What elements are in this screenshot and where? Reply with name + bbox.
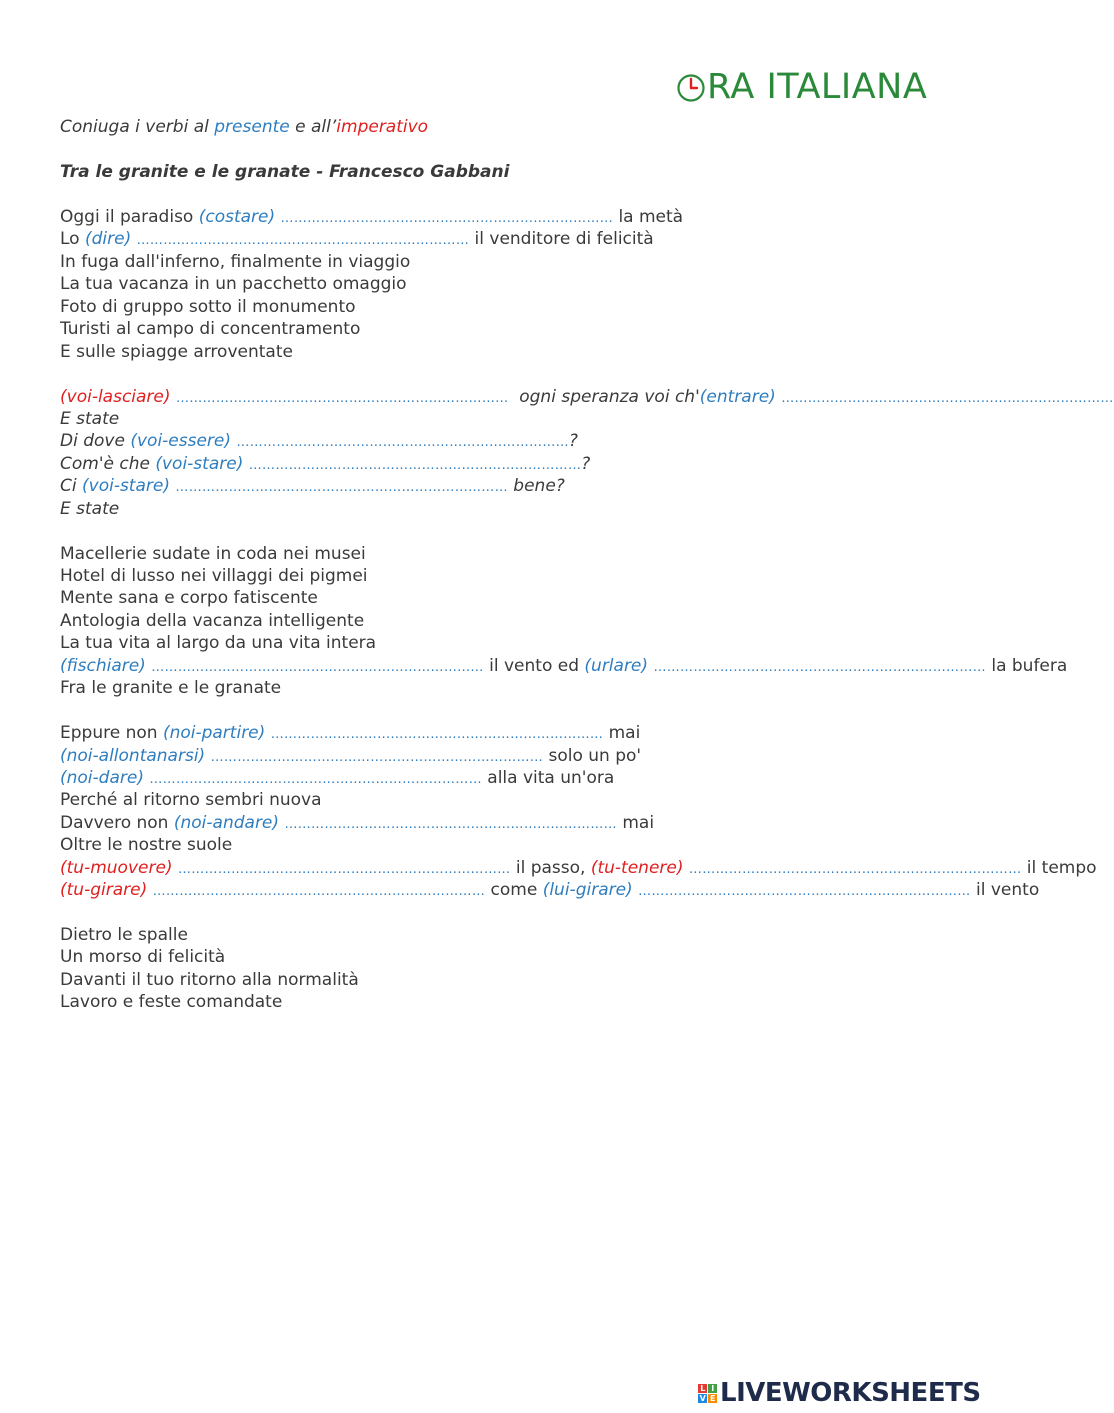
badge-letter: V xyxy=(699,1393,706,1403)
lyric-line: Oltre le nostre suole xyxy=(60,835,233,856)
lyric-line xyxy=(60,722,960,744)
answer-blank[interactable]: ………………………………………………………………… xyxy=(210,749,544,765)
lyric-text: il passo, xyxy=(510,857,591,878)
verb-hint: (fischiare) xyxy=(60,655,146,676)
badge-letter: L xyxy=(698,1384,707,1393)
lyric-text: Oggi il paradiso xyxy=(60,207,199,227)
lyric-line: Dietro le spalle xyxy=(60,925,188,945)
lyric-line: In fuga dall'inferno, finalmente in viaggio xyxy=(60,251,411,272)
lyric-line: La tua vita al largo da una vita intera xyxy=(60,633,377,654)
lyric-line: E state xyxy=(60,408,120,429)
lyric-line: Davanti il tuo ritorno alla normalità xyxy=(60,969,359,990)
answer-blank[interactable]: ………………………………………………………………… xyxy=(175,390,509,406)
lyric-text: ? xyxy=(568,431,578,452)
verb-hint: (noi-partire) xyxy=(162,723,266,744)
answer-blank[interactable]: ………………………………………………………………… xyxy=(688,861,1022,877)
lyric-text: il vento xyxy=(970,880,1040,901)
lyric-text: il tempo xyxy=(1021,857,1097,878)
lyric-line xyxy=(60,812,960,834)
lyric-line: Lavoro e feste comandate xyxy=(60,992,283,1013)
lyric-text: Davvero non xyxy=(60,812,174,833)
verb-hint: (tu-girare) xyxy=(60,880,148,901)
lyric-text: il venditore di felicità xyxy=(469,229,654,250)
liveworksheets-footer xyxy=(698,1378,981,1408)
verb-hint: (costare) xyxy=(198,207,276,227)
lyric-line xyxy=(60,655,1068,677)
verb-hint: (noi-dare) xyxy=(60,767,144,788)
lyric-line: Perché al ritorno sembri nuova xyxy=(60,790,322,811)
instructions-imperativo: imperativo xyxy=(336,117,429,137)
verb-hint: (entrare) xyxy=(699,386,776,407)
lyric-text: come xyxy=(485,880,543,901)
verb-hint: (voi-lasciare) xyxy=(60,386,171,407)
stanza-2 xyxy=(60,386,1114,521)
stanza-1 xyxy=(60,206,960,363)
lyric-line xyxy=(60,745,960,767)
lyric-line: Foto di gruppo sotto il monumento xyxy=(60,296,356,317)
lyric-line: E sulle spiagge arroventate xyxy=(60,341,293,362)
badge-letter: I xyxy=(708,1384,717,1393)
lyric-line: Mente sana e corpo fatiscente xyxy=(60,588,318,609)
verb-hint: (tu-muovere) xyxy=(60,857,173,878)
lyric-line: La tua vacanza in un pacchetto omaggio xyxy=(60,274,407,295)
stanza-5 xyxy=(60,924,960,1014)
answer-blank[interactable]: ………………………………………………………………… xyxy=(653,659,986,675)
lyric-text: mai xyxy=(616,812,655,833)
stanza-4 xyxy=(60,722,1097,902)
lyric-text: mai xyxy=(603,723,641,744)
lyric-line: Macellerie sudate in coda nei musei xyxy=(60,543,366,564)
verb-hint: (tu-tenere) xyxy=(590,857,684,878)
verb-hint: (dire) xyxy=(84,229,132,250)
instructions xyxy=(60,117,428,137)
verb-hint: (voi-stare) xyxy=(155,453,244,474)
lyric-text: Eppure non xyxy=(60,723,163,744)
answer-blank[interactable]: ………………………………………………………………… xyxy=(175,480,508,496)
lyric-line: Antologia della vacanza intelligente xyxy=(60,610,365,631)
answer-blank[interactable]: ………………………………………………………………… xyxy=(638,884,971,900)
verb-hint: (urlare) xyxy=(584,655,649,676)
lyric-text: ? xyxy=(581,453,591,474)
answer-blank[interactable]: ………………………………………………………………… xyxy=(280,211,614,226)
instructions-middle: e all’ xyxy=(289,117,337,137)
answer-blank[interactable]: ………………………………………………………………… xyxy=(781,390,1114,406)
lyric-text: alla vita un'ora xyxy=(481,767,615,788)
lyric-line xyxy=(60,206,960,228)
verb-hint: (voi-essere) xyxy=(130,431,232,452)
answer-blank[interactable]: ………………………………………………………………… xyxy=(177,861,511,877)
answer-blank[interactable]: ………………………………………………………………… xyxy=(236,435,569,451)
lyric-text: il vento ed xyxy=(483,655,585,676)
instructions-presente: presente xyxy=(214,117,290,137)
answer-blank[interactable]: ………………………………………………………………… xyxy=(151,659,484,675)
lyric-line: Un morso di felicità xyxy=(60,947,226,968)
lyric-line: Turisti al campo di concentramento xyxy=(60,319,361,340)
lyric-text: ogni speranza voi ch' xyxy=(508,386,700,407)
lyric-text: bene? xyxy=(507,476,565,497)
clock-icon xyxy=(676,73,706,103)
lyric-line xyxy=(60,228,960,250)
lyric-text: Ci xyxy=(60,476,82,497)
verb-hint: (noi-andare) xyxy=(173,812,280,833)
answer-blank[interactable]: ………………………………………………………………… xyxy=(284,816,617,832)
answer-blank[interactable]: ………………………………………………………………… xyxy=(149,771,482,787)
lyric-text: solo un po' xyxy=(543,745,642,766)
lyric-line xyxy=(60,767,960,789)
lyric-text: la metà xyxy=(613,207,684,227)
answer-blank[interactable]: ………………………………………………………………… xyxy=(136,233,470,249)
stanza-3 xyxy=(60,543,1068,700)
ora-italiana-logo xyxy=(676,67,928,107)
song-title: Tra le granite e le granate - Francesco Gabbani xyxy=(60,162,510,182)
liveworksheets-brand: LIVEWORKSHEETS xyxy=(720,1378,981,1408)
lyric-line xyxy=(60,430,960,452)
lyric-line: Fra le granite e le granate xyxy=(60,678,282,699)
lyric-text: Com'è che xyxy=(60,453,156,474)
liveworksheets-badge-icon xyxy=(698,1384,717,1403)
lyric-line xyxy=(60,879,1040,901)
answer-blank[interactable]: ………………………………………………………………… xyxy=(248,457,582,473)
lyric-text: Di dove xyxy=(60,431,131,452)
badge-letter: E xyxy=(708,1394,717,1403)
verb-hint: (voi-stare) xyxy=(82,476,170,497)
lyric-line: E state xyxy=(60,498,120,519)
lyric-line xyxy=(60,475,960,497)
answer-blank[interactable]: ………………………………………………………………… xyxy=(270,727,604,743)
lyric-text: Lo xyxy=(60,229,85,250)
lyric-line xyxy=(60,386,1114,408)
lyric-line xyxy=(60,453,960,475)
answer-blank[interactable]: ………………………………………………………………… xyxy=(152,884,486,900)
instructions-prefix: Coniuga i verbi al xyxy=(60,117,215,137)
logo-text: RA ITALIANA xyxy=(707,67,928,107)
lyric-text: la bufera xyxy=(985,655,1068,676)
verb-hint: (noi-allontanarsi) xyxy=(60,745,206,766)
lyric-line: Hotel di lusso nei villaggi dei pigmei xyxy=(60,566,368,586)
verb-hint: (lui-girare) xyxy=(542,880,633,901)
lyrics xyxy=(60,206,1114,1036)
lyric-line xyxy=(60,857,1097,879)
